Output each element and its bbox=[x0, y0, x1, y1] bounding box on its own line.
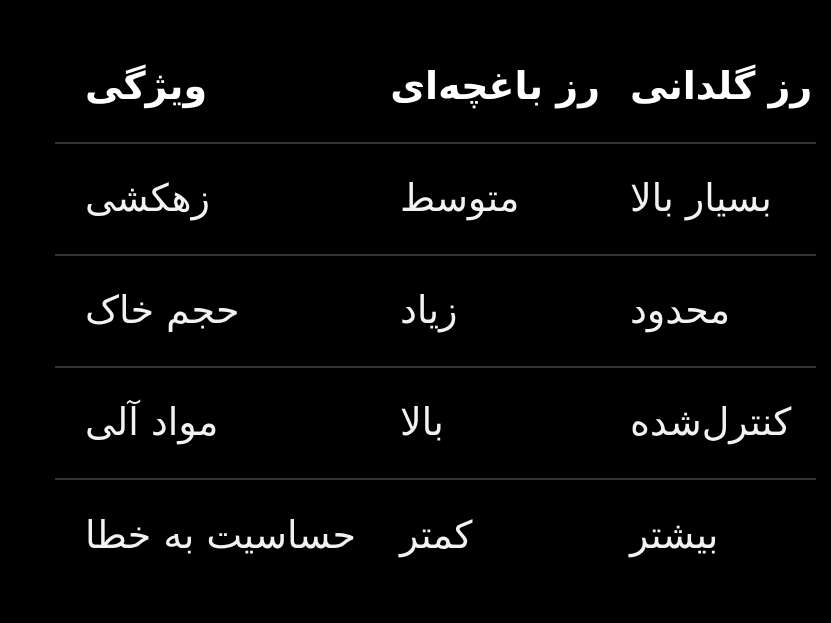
table-cell: کنترل‌شده bbox=[600, 367, 816, 479]
table-row-soil-volume bbox=[55, 255, 816, 367]
comparison-table bbox=[55, 31, 816, 591]
column-header-garden-rose: رز باغچه‌ای bbox=[370, 31, 600, 143]
table-cell: بیشتر bbox=[630, 512, 719, 557]
table-cell: بسیار بالا bbox=[600, 143, 816, 255]
table-cell: بالا bbox=[370, 367, 600, 479]
table-cell: حجم خاک bbox=[55, 255, 370, 367]
table-cell: محدود bbox=[600, 255, 816, 367]
table-cell: حساسیت به خطا bbox=[85, 512, 356, 557]
table-cell: متوسط bbox=[370, 143, 600, 255]
table-row-error-sensitivity bbox=[55, 479, 816, 591]
table-cell: مواد آلی bbox=[55, 367, 370, 479]
column-header-feature: ویژگی bbox=[55, 31, 370, 143]
table-cell: کمتر bbox=[400, 512, 473, 557]
header-row bbox=[55, 31, 816, 143]
table-cell: زهکشی bbox=[55, 143, 370, 255]
column-header-potted-rose: رز گلدانی bbox=[600, 31, 816, 143]
table-cell: زیاد bbox=[370, 255, 600, 367]
table-row-drainage bbox=[55, 143, 816, 255]
table-row-organic-matter bbox=[55, 367, 816, 479]
